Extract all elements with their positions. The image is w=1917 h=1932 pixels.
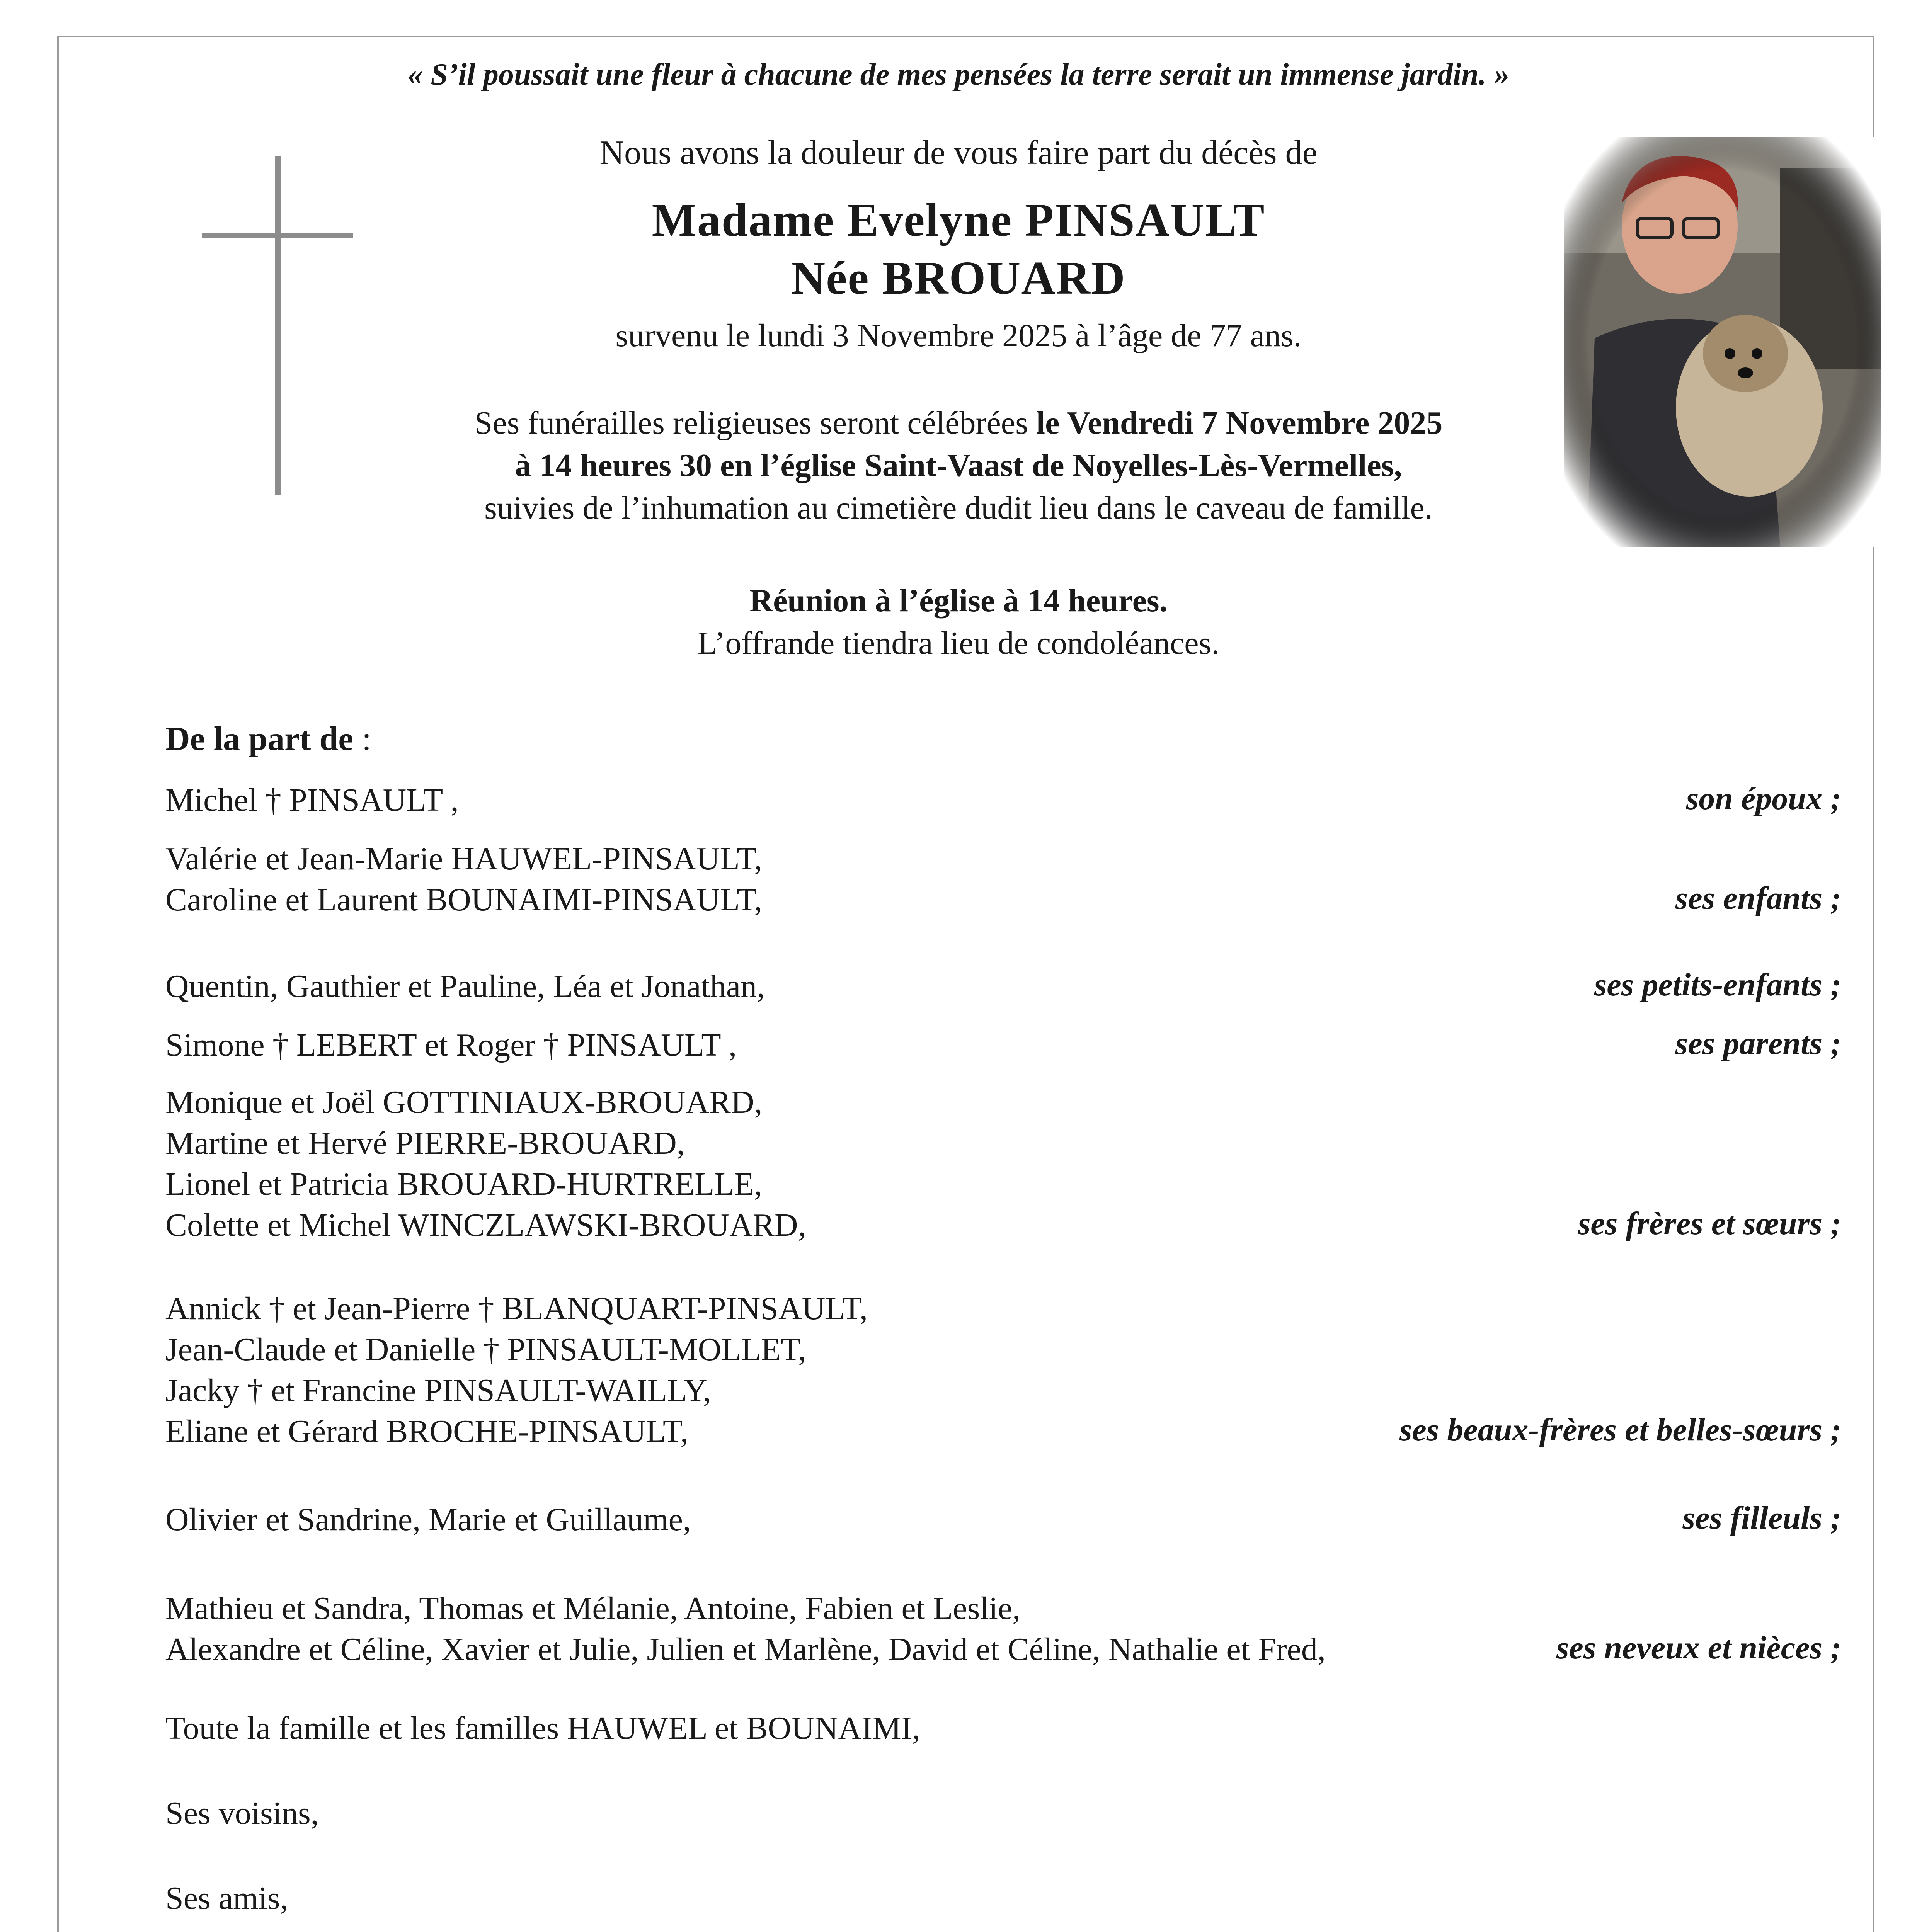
deceased-name: Madame Evelyne PINSAULT [652, 194, 1265, 246]
death-info: survenu le lundi 3 Novembre 2025 à l’âge de 77 ans. [615, 318, 1302, 354]
children-line-2: Caroline et Laurent BOUNAIMI-PINSAULT, [165, 882, 763, 918]
siblings-line-2: Martine et Hervé PIERRE-BROUARD, [165, 1125, 685, 1161]
relation-siblings: ses frères et sœurs ; [1578, 1206, 1841, 1242]
friends-line: Ses amis, [165, 1880, 288, 1916]
inlaw-name: Jacky [165, 1372, 240, 1408]
relation-parents: ses parents ; [1675, 1026, 1841, 1061]
from-heading [165, 719, 371, 759]
cross-vertical-bar [275, 156, 281, 495]
children-line-1: Valérie et Jean-Marie HAUWEL-PINSAULT, [165, 841, 763, 877]
inlaw-surname: et Francine PINSAULT-WAILLY, [271, 1372, 711, 1408]
spouse-last-name: PINSAULT , [289, 782, 459, 818]
dagger-mark: † [269, 1291, 285, 1327]
inlaw-surname: PINSAULT-MOLLET, [507, 1332, 807, 1367]
inlaws-line-4: Eliane et Gérard BROCHE-PINSAULT, [165, 1413, 689, 1449]
inlaws-line-2 [165, 1329, 806, 1370]
mother-first-name: Simone [165, 1027, 265, 1063]
spouse-first-name: Michel [165, 782, 257, 818]
dagger-mark: † [247, 1372, 264, 1408]
meeting-time: Réunion à l’église à 14 heures. [749, 583, 1168, 619]
announcement-intro: Nous avons la douleur de vous faire part du décès de [599, 134, 1318, 172]
deceased-maiden-name: Née BROUARD [791, 252, 1126, 304]
dagger-mark: † [483, 1332, 500, 1367]
godchildren-line: Olivier et Sandrine, Marie et Guillaume, [165, 1502, 691, 1537]
neighbors-line: Ses voisins, [165, 1795, 319, 1831]
meeting-info [348, 580, 1569, 665]
inlaws-line-1 [165, 1288, 868, 1329]
father-last-name: PINSAULT , [567, 1027, 737, 1063]
offering-note: L’offrande tiendra lieu de condoléances. [697, 625, 1220, 661]
nephews-line-1: Mathieu et Sandra, Thomas et Mélanie, Antoine, Fabien et Leslie, [165, 1590, 1021, 1626]
relation-children: ses enfants ; [1675, 880, 1841, 916]
relation-inlaws: ses beaux-frères et belles-sœurs ; [1399, 1412, 1841, 1448]
relation-grandchildren: ses petits-enfants ; [1594, 967, 1841, 1003]
funeral-line1-text: Ses funérailles religieuses seront célébrées [474, 405, 1036, 441]
inlaw-name: Jean-Claude et Danielle [165, 1332, 476, 1367]
dagger-mark: † [265, 782, 281, 818]
epigraph-quote: « S’il poussait une fleur à chacune de mes pensées la terre serait un immense jardin. » [407, 58, 1510, 92]
funeral-date: le Vendredi 7 Novembre 2025 [1036, 405, 1443, 441]
dagger-mark: † [543, 1027, 560, 1063]
inlaw-surname: BLANQUART-PINSAULT, [502, 1291, 868, 1327]
relation-godchildren: ses filleuls ; [1682, 1500, 1841, 1536]
inlaw-name: et Jean-Pierre [293, 1291, 470, 1327]
from-heading-colon: : [353, 720, 371, 758]
parents-entry [165, 1025, 737, 1066]
portrait-photo [1564, 137, 1881, 547]
funeral-details [348, 402, 1569, 529]
dagger-mark: † [272, 1027, 289, 1063]
inlaws-line-3 [165, 1370, 711, 1411]
whole-family-line: Toute la famille et les familles HAUWEL et BOUNAIMI, [165, 1710, 920, 1746]
spouse-entry [165, 780, 459, 821]
siblings-line-3: Lionel et Patricia BROUARD-HURTRELLE, [165, 1166, 763, 1202]
burial-info: suivies de l’inhumation au cimetière dudit lieu dans le caveau de famille. [484, 490, 1433, 526]
nephews-line-2: Alexandre et Céline, Xavier et Julie, Julien et Marlène, David et Céline, Nathalie et Fred, [165, 1631, 1326, 1667]
siblings-line-1: Monique et Joël GOTTINIAUX-BROUARD, [165, 1084, 763, 1120]
dagger-mark: † [478, 1291, 494, 1327]
siblings-line-4: Colette et Michel WINCZLAWSKI-BROUARD, [165, 1207, 806, 1243]
cross-horizontal-bar [202, 233, 353, 238]
funeral-time-place: à 14 heures 30 en l’église Saint-Vaast de Noyelles-Lès-Vermelles, [515, 447, 1402, 483]
relation-nephews: ses neveux et nièces ; [1556, 1630, 1841, 1666]
parents-middle: LEBERT et Roger [296, 1027, 536, 1063]
grandchildren-line: Quentin, Gauthier et Pauline, Léa et Jonathan, [165, 968, 765, 1004]
from-heading-label: De la part de [165, 720, 354, 758]
relation-spouse: son époux ; [1686, 781, 1841, 816]
inlaw-name: Annick [165, 1291, 261, 1327]
